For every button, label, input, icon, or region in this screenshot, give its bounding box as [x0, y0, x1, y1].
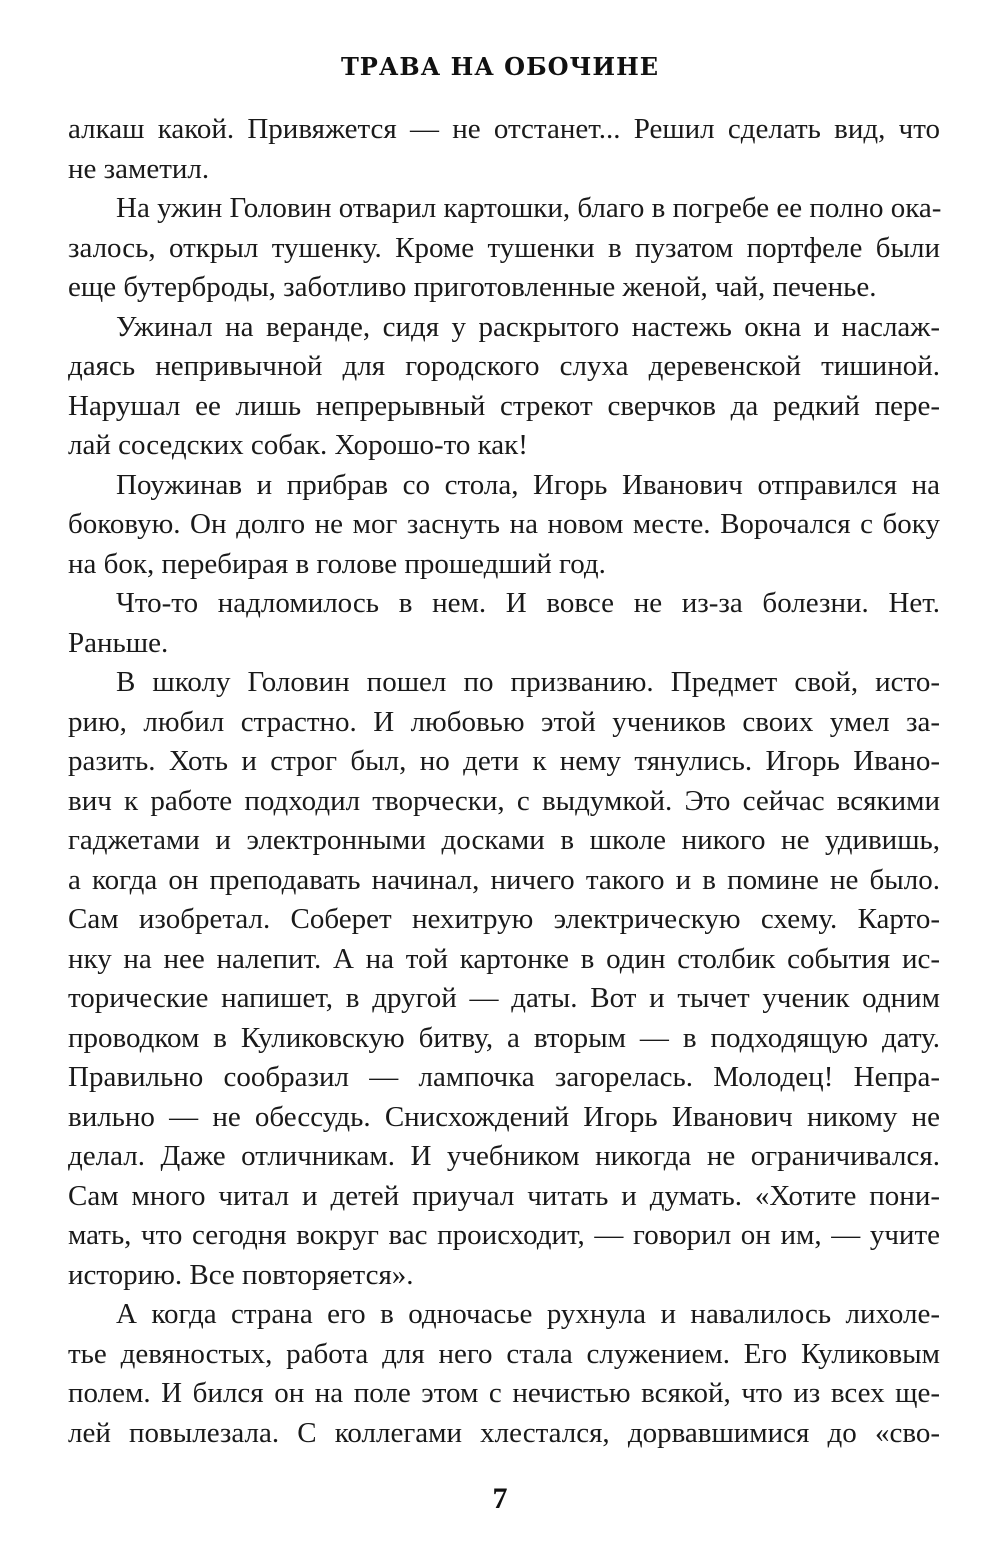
text-line: тье девяностых, работа для него стала служением. Его Куликовым [68, 1337, 940, 1370]
text-line: Ужинал на веранде, сидя у раскрытого настежь окна и наслаж- [116, 310, 940, 343]
text-line: рию, любил страстно. И любовью этой учеников своих умел за- [68, 705, 940, 738]
text-line: даясь непривычной для городского слуха деревенской тишиной. [68, 350, 940, 382]
text-line: нку на нее налепит. А на той картонке в один столбик события ис- [68, 942, 940, 975]
text-line: залось, открыл тушенку. Кроме тушенки в пузатом портфеле были [68, 231, 940, 264]
text-line: на бок, перебирая в голове прошедший год. [68, 547, 606, 580]
text-line: проводком в Куликовскую битву, а вторым — в подходящую дату. [68, 1021, 940, 1054]
text-line: а когда он преподавать начинал, ничего такого и в помине не было. [68, 863, 940, 896]
text-line: алкаш какой. Привяжется — не отстанет... Решил сделать вид, что [68, 113, 940, 145]
text-line: разить. Хоть и строг был, но дети к нему тянулись. Игорь Ивано- [68, 745, 940, 777]
text-line: гаджетами и электронными досками в школе никого не удивишь, [68, 824, 940, 856]
text-line: вич к работе подходил творчески, с выдумкой. Это сейчас всякими [68, 784, 940, 817]
text-line: Что-то надломилось в нем. И вовсе не из-за болезни. Нет. [116, 587, 940, 619]
text-line: Правильно сообразил — лампочка загорелась. Молодец! Непра- [68, 1061, 940, 1093]
text-line: еще бутерброды, заботливо приготовленные женой, чай, печенье. [68, 271, 877, 303]
text-line: А когда страна его в одночасье рухнула и навалилось лихоле- [116, 1298, 940, 1330]
page-number: 7 [492, 1482, 508, 1515]
text-line: историю. Все повторяется». [68, 1258, 414, 1291]
text-line: полем. И бился он на поле этом с нечистью всякой, что из всех ще- [68, 1377, 940, 1409]
text-line: делал. Даже отличникам. И учебником никогда не ограничивался. [68, 1140, 940, 1172]
text-line: торические напишет, в другой — даты. Вот и тычет ученик одним [68, 982, 940, 1014]
text-line: лей повылезала. С коллегами хлестался, дорвавшимися до «сво- [68, 1416, 940, 1449]
text-line: Раньше. [68, 626, 169, 659]
text-line: Поужинав и прибрав со стола, Игорь Иванович отправился на [116, 468, 940, 501]
text-line: вильно — не обессудь. Снисхождений Игорь Иванович никому не [68, 1100, 940, 1133]
text-line: Нарушал ее лишь непрерывный стрекот сверчков да редкий пере- [68, 389, 940, 422]
text-line: Сам изобретал. Соберет нехитрую электрическую схему. Карто- [68, 903, 940, 935]
body-text [68, 110, 940, 1453]
text-line: не заметил. [68, 152, 210, 185]
running-head: ТРАВА НА ОБОЧИНЕ [340, 52, 660, 81]
text-line: боковую. Он долго не мог заснуть на новом месте. Ворочался с боку [68, 508, 940, 540]
text-line: Сам много читал и детей приучал читать и думать. «Хотите пони- [68, 1179, 940, 1212]
text-line: лай соседских собак. Хорошо-то как! [68, 429, 528, 461]
text-line: В школу Головин пошел по призванию. Предмет свой, исто- [116, 666, 940, 698]
text-line: мать, что сегодня вокруг вас происходит, — говорил он им, — учите [68, 1219, 940, 1251]
text-line: На ужин Головин отварил картошки, благо в погребе ее полно ока- [116, 192, 942, 224]
